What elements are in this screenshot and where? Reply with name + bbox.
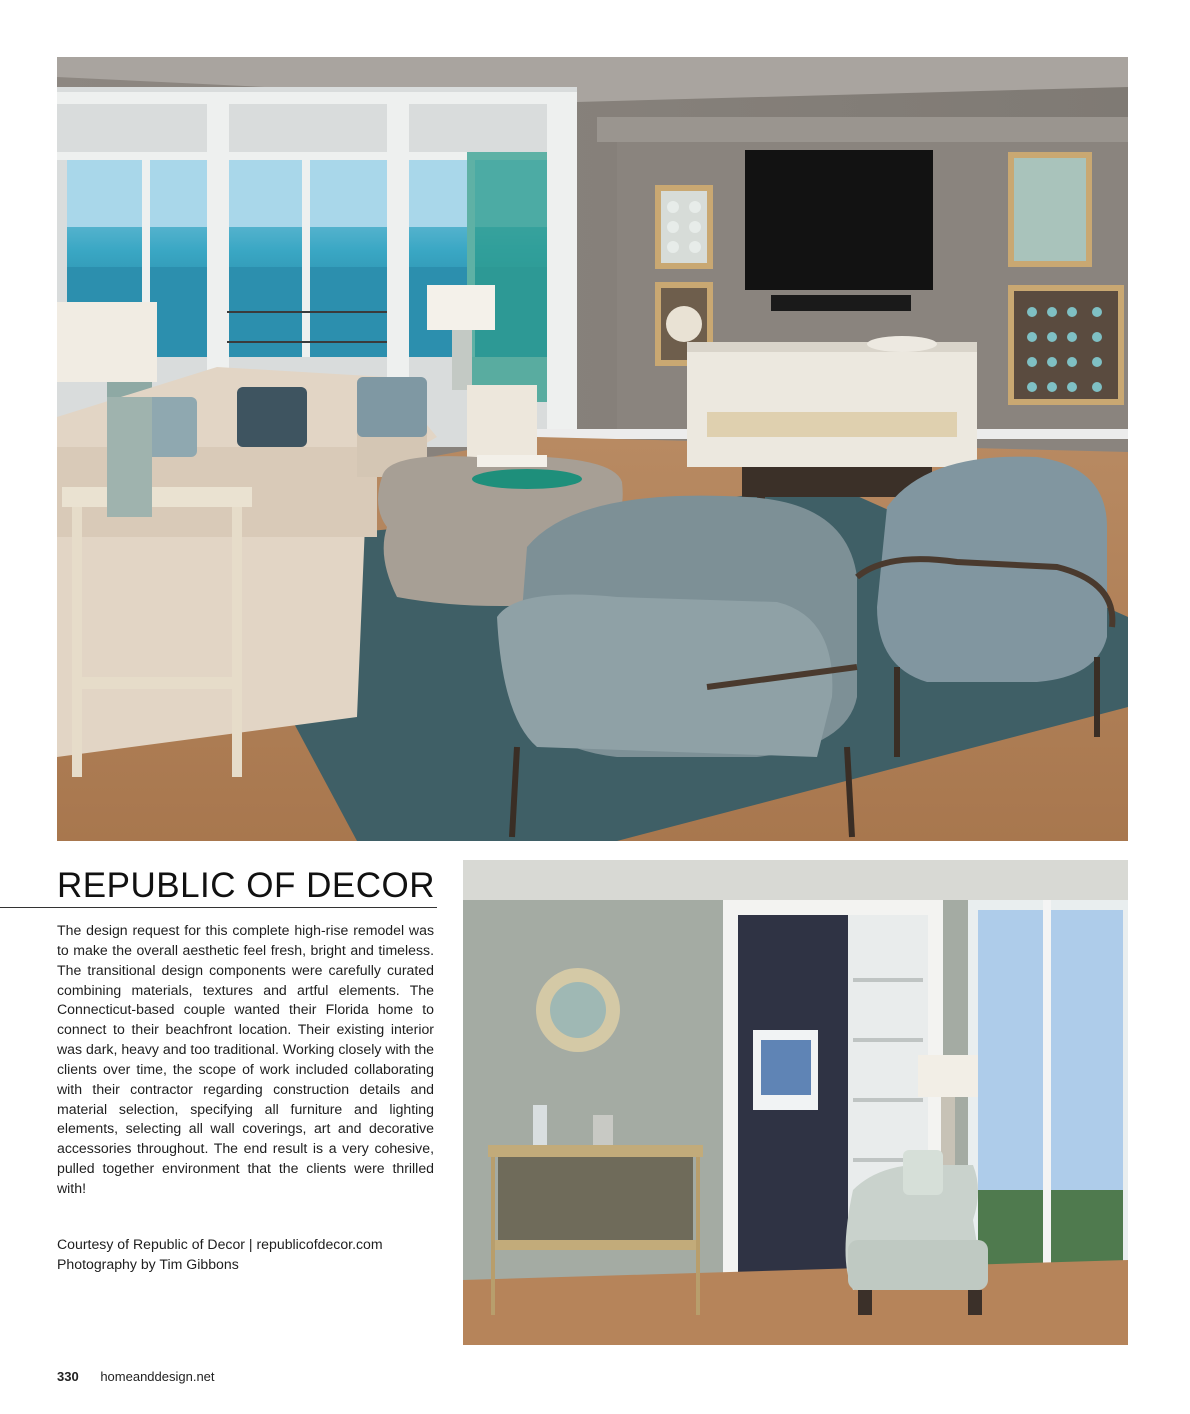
sunroom-photo <box>463 860 1128 1345</box>
sunroom-illustration <box>463 860 1128 1345</box>
credit-photography: Photography by Tim Gibbons <box>57 1256 239 1272</box>
living-room-photo <box>57 57 1128 841</box>
article-body: The design request for this complete high-rise remodel was to make the overall aesthetic feel fresh, bright and timeless. The transitional design components were carefully curated combining materials, textures and artful elements. The Connecticut-based couple wanted their Florida home to connect to their beachfront location. Their existing interior was dark, heavy and too traditional. Working closely with the clients over time, the scope of work included collaborating with their contractor regarding construction details and material selection, specifying all furniture and lighting elements, selecting all wall coverings, art and decorative accessories throughout. The end result is a very cohesive, pulled together environment that the clients were thrilled with! <box>57 922 434 1196</box>
living-room-illustration <box>57 57 1128 841</box>
title-divider <box>0 907 437 908</box>
credit-courtesy: Courtesy of Republic of Decor | republicofdecor.com <box>57 1236 383 1252</box>
site-name: homeanddesign.net <box>100 1369 215 1384</box>
article-title: REPUBLIC OF DECOR <box>57 866 435 905</box>
photo-credits <box>57 1234 437 1274</box>
page-footer <box>57 1369 215 1384</box>
page-number: 330 <box>57 1369 79 1384</box>
